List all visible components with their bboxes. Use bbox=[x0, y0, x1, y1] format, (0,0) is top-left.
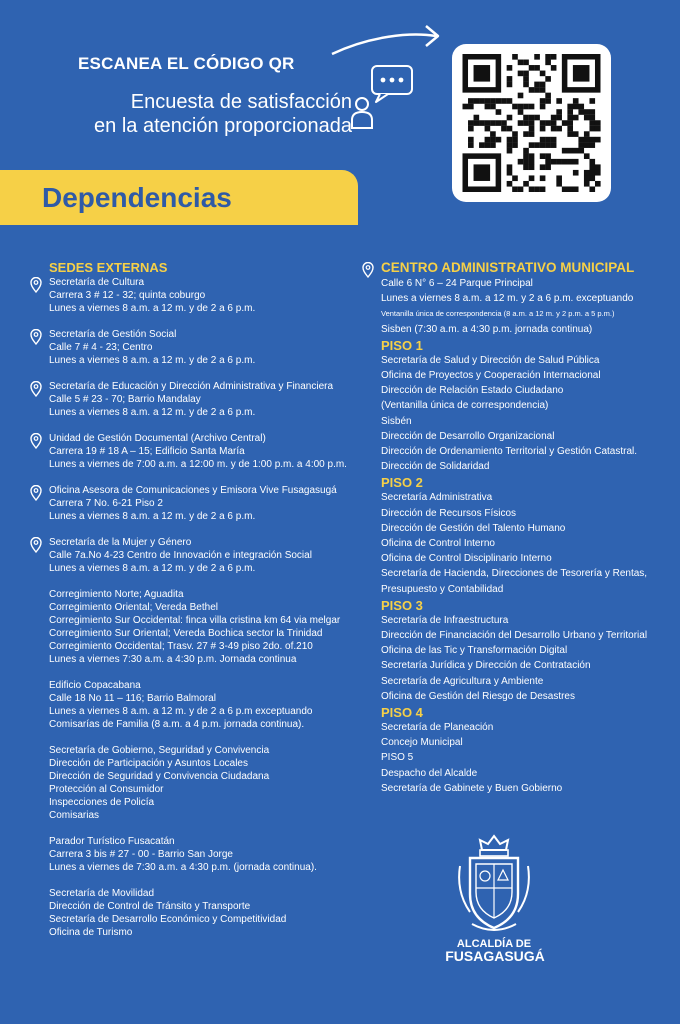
sede-address: Carrera 7 No. 6-21 Piso 2 bbox=[49, 498, 163, 509]
piso-item: Secretaría de Gabinete y Buen Gobierno bbox=[381, 782, 563, 794]
piso-item: Dirección de Recursos Físicos bbox=[381, 507, 517, 519]
piso-item: Dirección de Gestión del Talento Humano bbox=[381, 522, 566, 534]
sede-name: Secretaría de Educación y Dirección Administrativa y Financiera bbox=[49, 381, 334, 392]
piso-item: Secretaría de Infraestructura bbox=[381, 614, 509, 626]
qr-code[interactable] bbox=[452, 44, 611, 202]
piso-item: Secretaría Administrativa bbox=[381, 492, 493, 504]
location-pin-icon bbox=[30, 329, 42, 345]
piso-item: Dirección de Ordenamiento Territorial y Gestión Catastral. bbox=[381, 446, 638, 458]
piso-2-heading: PISO 2 bbox=[381, 475, 423, 491]
piso-item: PISO 5 bbox=[381, 752, 414, 764]
block-line: Lunes a viernes de 7:30 a.m. a 4:30 p.m. (jornada continua). bbox=[49, 862, 317, 873]
sede-hours: Lunes a viernes 8 a.m. a 12 m. y de 2 a 6 p.m. bbox=[49, 303, 256, 314]
piso-item: Concejo Municipal bbox=[381, 737, 463, 749]
block-line: Oficina de Turismo bbox=[49, 927, 133, 938]
sede-entry bbox=[30, 484, 370, 523]
centro-heading: CENTRO ADMINISTRATIVO MUNICIPAL bbox=[381, 260, 635, 275]
piso-item: Dirección de Solidaridad bbox=[381, 461, 490, 473]
block-line: Corregimiento Oriental; Vereda Bethel bbox=[49, 602, 218, 613]
chat-user-icon bbox=[350, 64, 416, 132]
sede-name: Secretaría de Cultura bbox=[49, 277, 145, 288]
location-pin-icon bbox=[30, 537, 42, 553]
centro-info-line: Ventanilla única de correspondencia (8 a.m. a 12 m. y 2 p.m. a 5 p.m.) bbox=[381, 309, 615, 319]
piso-item: Oficina de Control Disciplinario Interno bbox=[381, 553, 552, 565]
centro-administrativo-column bbox=[362, 260, 672, 796]
location-pin-icon bbox=[30, 433, 42, 449]
block-line: Lunes a viernes 7:30 a.m. a 4:30 p.m. Jornada continua bbox=[49, 654, 297, 665]
piso-item: Presupuesto y Contabilidad bbox=[381, 583, 504, 595]
piso-item: Oficina de las Tic y Transformación Digital bbox=[381, 645, 568, 657]
sede-address: Calle 7 # 4 - 23; Centro bbox=[49, 342, 153, 353]
survey-title bbox=[32, 90, 352, 138]
sede-address: Carrera 19 # 18 A – 15; Edificio Santa María bbox=[49, 446, 245, 457]
sede-hours: Lunes a viernes 8 a.m. a 12 m. y de 2 a 6 p.m. bbox=[49, 355, 256, 366]
piso-item: Dirección de Financiación del Desarrollo Urbano y Territorial bbox=[381, 630, 648, 642]
location-pin-icon bbox=[30, 485, 42, 501]
qr-code-icon bbox=[462, 54, 601, 192]
copacabana-block bbox=[30, 679, 370, 731]
block-line: Corregimiento Occidental; Trasv. 27 # 3-49 piso 2do. of.210 bbox=[49, 641, 313, 652]
block-line: Inspecciones de Policía bbox=[49, 797, 155, 808]
block-line: Comisarias bbox=[49, 810, 100, 821]
sede-entry bbox=[30, 276, 370, 315]
sede-name: Secretaría de la Mujer y Género bbox=[49, 537, 192, 548]
piso-item: Secretaría de Agricultura y Ambiente bbox=[381, 675, 544, 687]
piso-item: Despacho del Alcalde bbox=[381, 767, 478, 779]
dependencias-banner bbox=[0, 170, 358, 225]
piso-1-heading: PISO 1 bbox=[381, 337, 423, 353]
sede-hours: Lunes a viernes 8 a.m. a 12 m. y de 2 a 6 p.m. bbox=[49, 563, 256, 574]
sede-entry bbox=[30, 380, 370, 419]
survey-line-2: en la atención proporcionada bbox=[94, 115, 352, 137]
sedes-externas-column bbox=[30, 260, 370, 939]
piso-item: Oficina de Control Interno bbox=[381, 538, 495, 550]
survey-line-1: Encuesta de satisfacción bbox=[130, 91, 352, 113]
sede-address: Carrera 3 # 12 - 32; quinta coburgo bbox=[49, 290, 206, 301]
piso-item: Secretaría de Planeación bbox=[381, 722, 494, 734]
block-line: Corregimiento Sur Oriental; Vereda Bochica sector la Trinidad bbox=[49, 628, 323, 639]
sede-entry bbox=[30, 432, 370, 471]
sedes-externas-heading: SEDES EXTERNAS bbox=[49, 260, 168, 275]
sede-name: Secretaría de Gestión Social bbox=[49, 329, 177, 340]
parador-block bbox=[30, 835, 370, 874]
logo-line-2: FUSAGASUGÁ bbox=[445, 948, 545, 964]
block-line: Protección al Consumidor bbox=[49, 784, 164, 795]
block-line: Secretaría de Movilidad bbox=[49, 888, 155, 899]
block-line: Carrera 3 bis # 27 - 00 - Barrio San Jorge bbox=[49, 849, 233, 860]
piso-item: Dirección de Relación Estado Ciudadano bbox=[381, 385, 564, 397]
block-line: Calle 18 No 11 – 116; Barrio Balmoral bbox=[49, 693, 216, 704]
block-line: Edificio Copacabana bbox=[49, 680, 141, 691]
piso-item: Oficina de Gestión del Riesgo de Desastres bbox=[381, 690, 575, 702]
block-line: Parador Turístico Fusacatán bbox=[49, 836, 175, 847]
block-line: Corregimiento Norte; Aguadita bbox=[49, 589, 184, 600]
centro-info-line: Lunes a viernes 8 a.m. a 12 m. y 2 a 6 p.m. exceptuando bbox=[381, 293, 634, 305]
block-line: Secretaría de Desarrollo Económico y Competitividad bbox=[49, 914, 287, 925]
corregimientos-block bbox=[30, 588, 370, 666]
piso-item: Dirección de Desarrollo Organizacional bbox=[381, 430, 555, 442]
sede-hours: Lunes a viernes de 7:00 a.m. a 12:00 m. y de 1:00 p.m. a 4:00 p.m. bbox=[49, 459, 347, 470]
piso-item: Oficina de Proyectos y Cooperación Internacional bbox=[381, 370, 601, 382]
sede-address: Calle 7a.No 4-23 Centro de Innovación e integración Social bbox=[49, 550, 312, 561]
block-line: Dirección de Control de Tránsito y Transporte bbox=[49, 901, 251, 912]
piso-3-heading: PISO 3 bbox=[381, 597, 423, 613]
location-pin-icon bbox=[30, 381, 42, 397]
centro-info-line: Sisben (7:30 a.m. a 4:30 p.m. jornada continua) bbox=[381, 323, 593, 335]
logo-line-1: ALCALDÍA DE bbox=[456, 938, 532, 950]
sede-address: Calle 5 # 23 - 70; Barrio Mandalay bbox=[49, 394, 201, 405]
sede-hours: Lunes a viernes 8 a.m. a 12 m. y de 2 a 6 p.m. bbox=[49, 511, 256, 522]
sede-entry bbox=[30, 536, 370, 575]
piso-item: Secretaría de Salud y Dirección de Salud Pública bbox=[381, 354, 600, 366]
centro-header bbox=[362, 260, 672, 276]
coat-of-arms-icon bbox=[456, 832, 532, 936]
centro-info-line: Calle 6 N° 6 – 24 Parque Principal bbox=[381, 278, 533, 289]
sede-entry bbox=[30, 328, 370, 367]
block-line: Corregimiento Sur Occidental: finca villa cristina km 64 via melgar bbox=[49, 615, 341, 626]
block-line: Dirección de Seguridad y Convivencia Ciudadana bbox=[49, 771, 270, 782]
block-line: Dirección de Participación y Asuntos Locales bbox=[49, 758, 248, 769]
block-line: Lunes a viernes 8 a.m. a 12 m. y de 2 a 6 p.m exceptuando bbox=[49, 706, 313, 717]
block-line: Secretaría de Gobierno, Seguridad y Convivencia bbox=[49, 745, 270, 756]
piso-item: (Ventanilla única de correspondencia) bbox=[381, 400, 549, 412]
sede-name: Unidad de Gestión Documental (Archivo Central) bbox=[49, 433, 266, 444]
location-pin-icon bbox=[362, 262, 374, 278]
arrow-icon bbox=[330, 14, 442, 62]
gobierno-block bbox=[30, 744, 370, 822]
location-pin-icon bbox=[30, 277, 42, 293]
block-line: Comisarías de Familia (8 a.m. a 4 p.m. jornada continua). bbox=[49, 719, 305, 730]
sede-name: Oficina Asesora de Comunicaciones y Emisora Vive Fusagasugá bbox=[49, 485, 337, 496]
piso-item: Secretaría Jurídica y Dirección de Contratación bbox=[381, 660, 591, 672]
centro-info bbox=[362, 276, 672, 796]
qr-title: ESCANEA EL CÓDIGO QR bbox=[78, 54, 295, 73]
piso-4-heading: PISO 4 bbox=[381, 705, 423, 721]
movilidad-block bbox=[30, 887, 370, 939]
sede-hours: Lunes a viernes 8 a.m. a 12 m. y de 2 a 6 p.m. bbox=[49, 407, 256, 418]
banner-title: Dependencias bbox=[42, 182, 232, 213]
piso-item: Secretaría de Hacienda, Direcciones de Tesorería y Rentas, bbox=[381, 568, 648, 580]
piso-item: Sisbén bbox=[381, 415, 412, 427]
alcaldia-logo bbox=[444, 832, 554, 967]
